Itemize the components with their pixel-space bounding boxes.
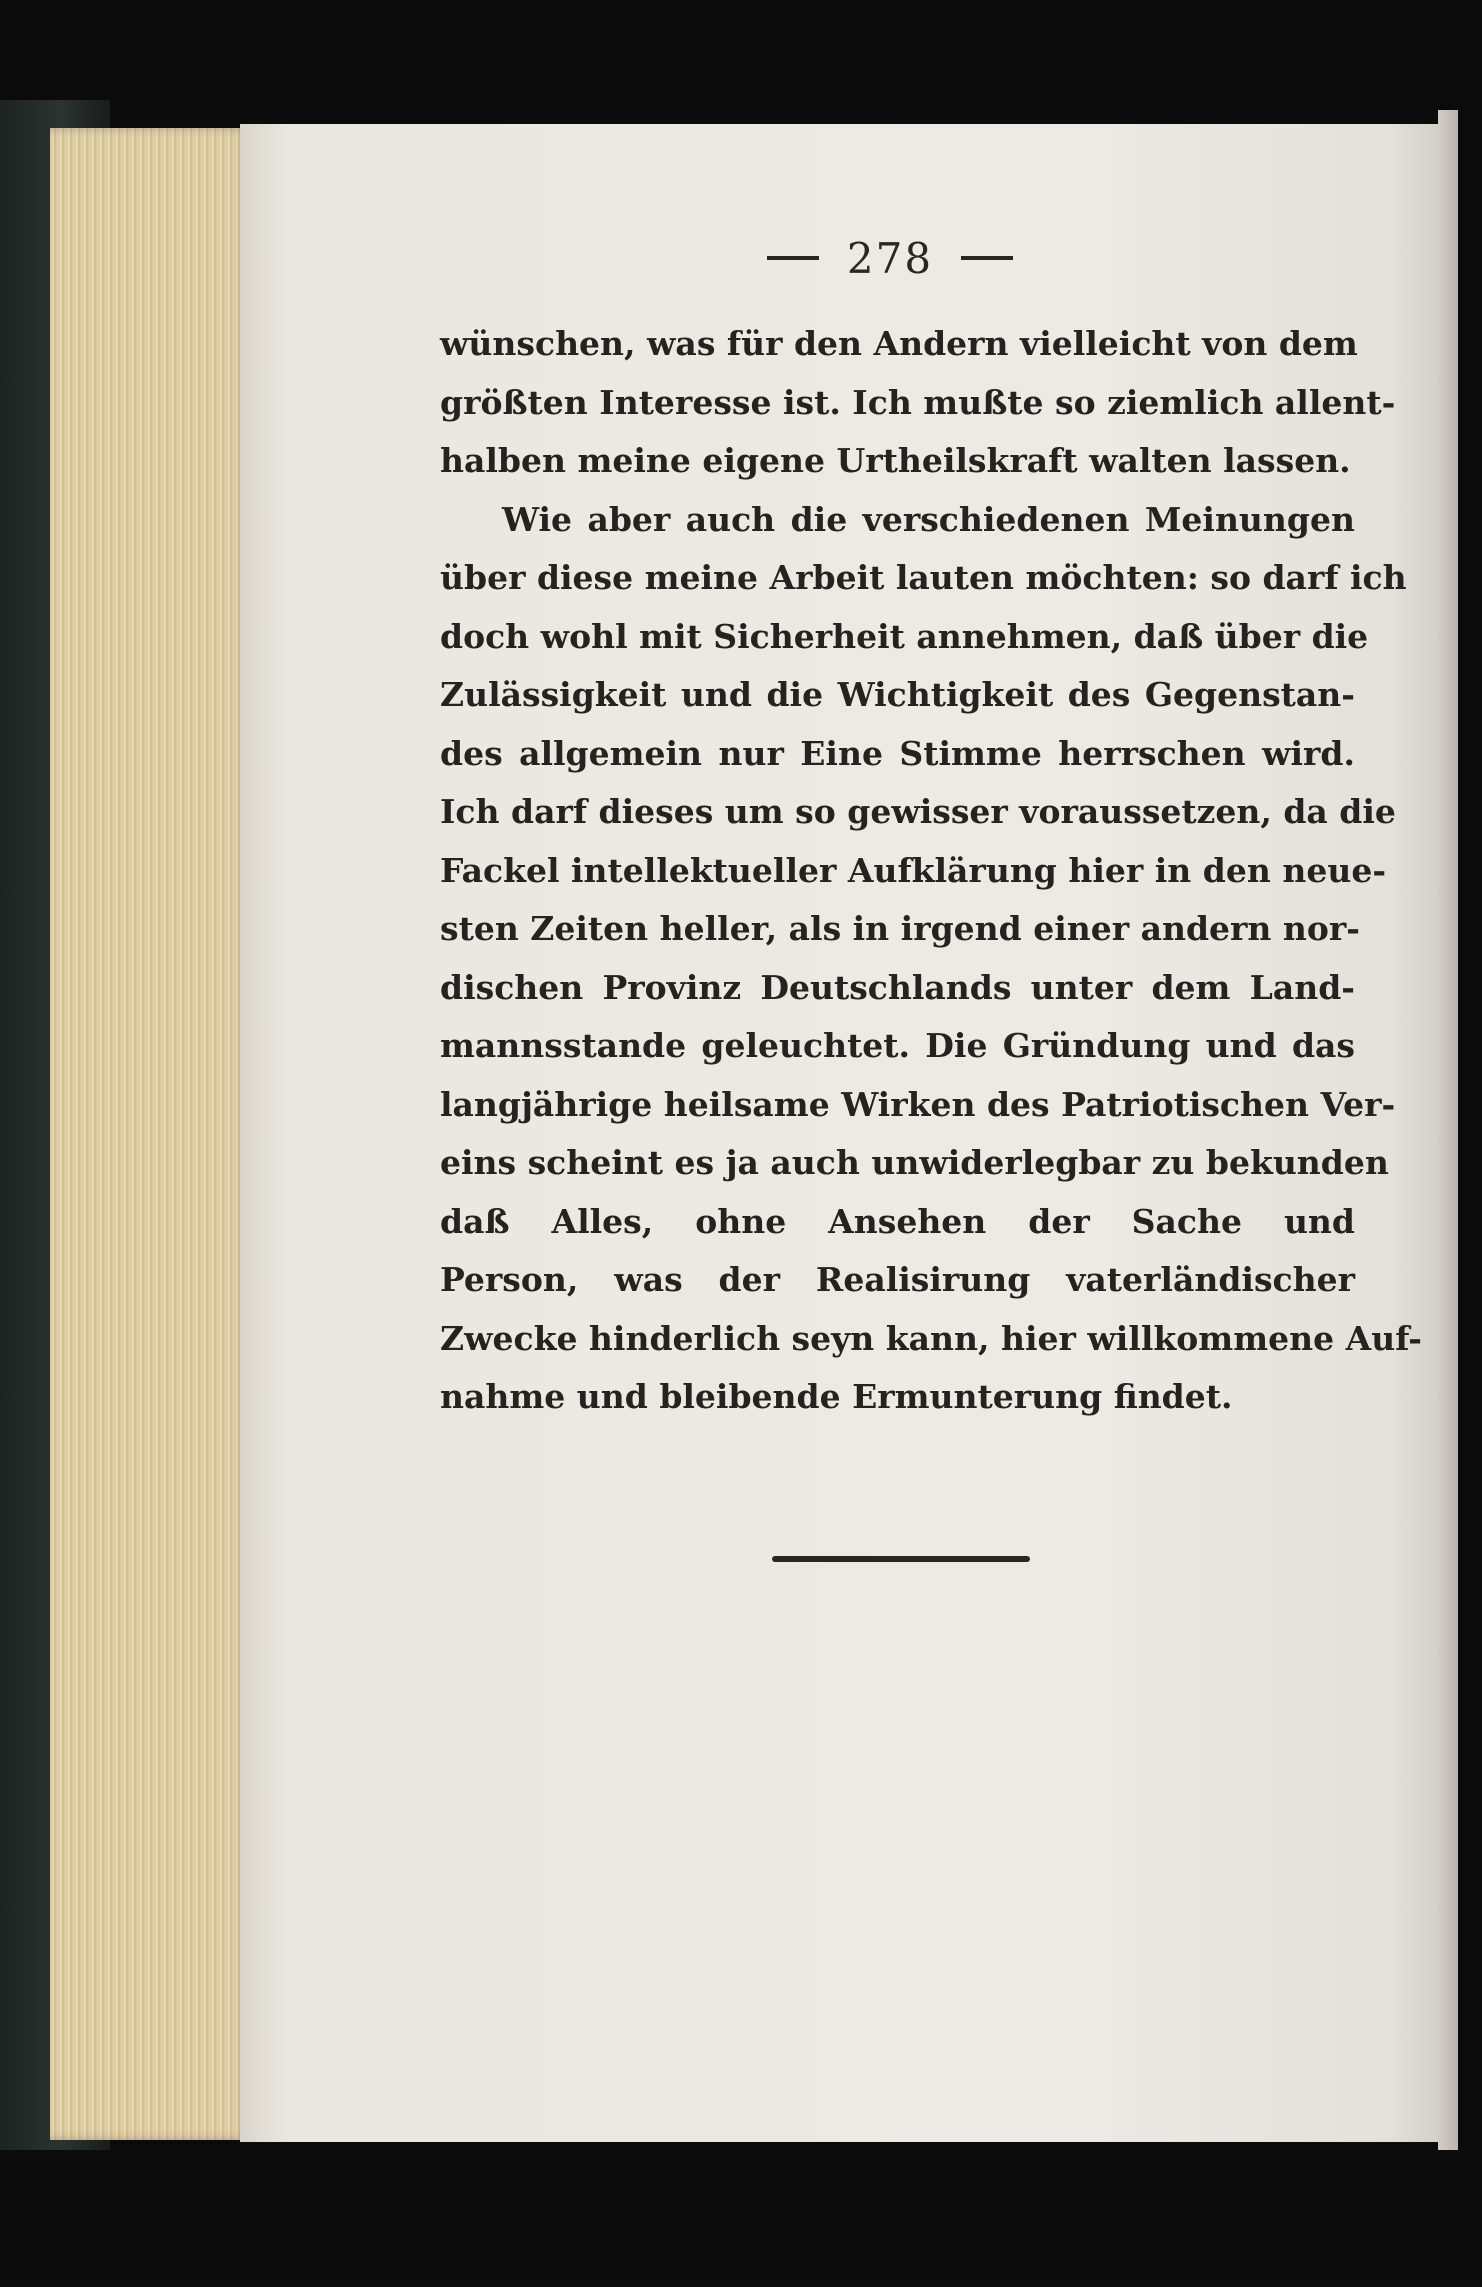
text-line: nahme und bleibende Ermunterung findet. <box>440 1377 1233 1416</box>
text-line: wünschen, was für den Andern vielleicht von dem <box>440 324 1358 363</box>
text-line: langjährige heilsame Wirken des Patriotischen Ver- <box>440 1084 1396 1124</box>
text-line: Wie aber auch die verschiedenen Meinungen <box>502 499 1355 539</box>
text-line: Ich darf dieses um so gewisser voraussetzen, da die <box>440 792 1396 831</box>
header-dash-left <box>767 256 819 260</box>
end-rule <box>772 1556 1030 1562</box>
text-line: dischen Provinz Deutschlands unter dem Land- <box>440 967 1355 1007</box>
text-line: des allgemein nur Eine Stimme herrschen wird. <box>440 733 1355 773</box>
text-line: daß Alles, ohne Ansehen der Sache und <box>440 1201 1355 1241</box>
body-text <box>440 315 1422 1427</box>
text-line: eins scheint es ja auch unwiderlegbar zu bekunden <box>440 1143 1389 1182</box>
text-line: Fackel intellektueller Aufklärung hier in den neue- <box>440 850 1387 890</box>
text-line: mannsstande geleuchtet. Die Gründung und das <box>440 1026 1355 1065</box>
page-right-edge <box>1438 110 1458 2150</box>
page-header <box>730 228 1050 288</box>
text-line: Zwecke hinderlich seyn kann, hier willkommene Auf- <box>440 1318 1422 1358</box>
text-line: halben meine eigene Urtheilskraft walten lassen. <box>440 441 1351 480</box>
text-line: sten Zeiten heller, als in irgend einer andern nor- <box>440 909 1361 948</box>
text-line: Person, was der Realisirung vaterländischer <box>440 1260 1355 1299</box>
text-line: doch wohl mit Sicherheit annehmen, daß über die <box>440 616 1369 656</box>
page-edges <box>50 128 250 2140</box>
text-line: über diese meine Arbeit lauten möchten: so darf ich <box>440 558 1407 597</box>
page-number: 278 <box>846 233 934 283</box>
text-line: Zulässigkeit und die Wichtigkeit des Gegenstan- <box>440 675 1355 714</box>
header-dash-right <box>961 256 1013 260</box>
text-line: größten Interesse ist. Ich mußte so ziemlich allent- <box>440 382 1396 422</box>
